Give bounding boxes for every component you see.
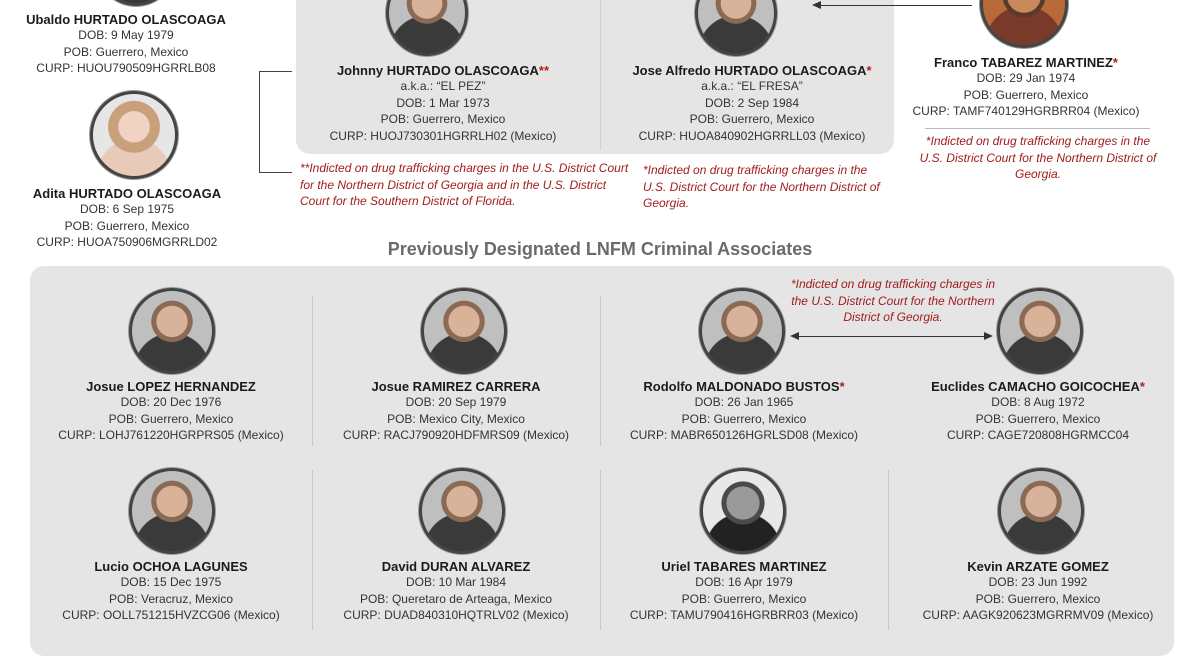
person-curp: CURP: TAMF740129HGRBRR04 (Mexico)	[912, 104, 1140, 118]
indictment-star: *	[1112, 55, 1118, 70]
person-name: Kevin ARZATE GOMEZ	[967, 559, 1109, 574]
sibling-bracket	[259, 71, 292, 173]
indictment-star: *	[839, 379, 845, 394]
person-curp: CURP: AAGK920623MGRRMV09 (Mexico)	[922, 608, 1154, 622]
jose-indictment-note: *Indicted on drug trafficking charges in the U.S. District Court for the Northern District of Georgia.	[643, 163, 880, 210]
associate-card	[606, 559, 882, 624]
person-dob: DOB: 15 Dec 1975	[120, 575, 222, 589]
franco-photo	[980, 0, 1068, 48]
person-pob: POB: Guerrero, Mexico	[975, 411, 1101, 426]
person-dob: DOB: 16 Apr 1979	[695, 575, 793, 589]
person-jose	[612, 63, 892, 144]
person-curp: CURP: LOHJ761220HGRPRS05 (Mexico)	[58, 428, 284, 442]
person-pob: POB: Guerrero, Mexico	[380, 112, 506, 126]
person-dob: DOB: 23 Jun 1992	[988, 575, 1088, 589]
person-adita	[0, 186, 254, 251]
associate-photo	[421, 288, 507, 374]
rodolfo-euclides-note: *Indicted on drug trafficking charges in the U.S. District Court for the Northern District of Georgia.	[790, 277, 996, 324]
section-title: Previously Designated LNFM Criminal Associates	[387, 239, 813, 259]
person-name: Franco TABAREZ MARTINEZ*	[934, 55, 1118, 70]
associate-photo	[998, 468, 1084, 554]
rodolfo-euclides-connector	[798, 336, 986, 337]
person-name: David DURAN ALVAREZ	[381, 559, 531, 574]
person-name: Josue RAMIREZ CARRERA	[371, 379, 541, 394]
johnny-indictment-note: **Indicted on drug trafficking charges in the U.S. District Court for the Northern District of Georgia and in the U.S. District Court for the Southern District of Florida.	[300, 161, 629, 208]
person-name: Johnny HURTADO OLASCOAGA**	[336, 63, 550, 78]
person-dob: DOB: 9 May 1979	[78, 28, 174, 42]
person-aka: a.k.a.: “EL FRESA”	[701, 79, 803, 93]
associate-photo	[700, 468, 786, 554]
franco-indictment-note: *Indicted on drug trafficking charges in the U.S. District Court for the Northern District of Georgia.	[919, 134, 1157, 181]
jose-franco-connector	[820, 5, 972, 6]
person-curp: CURP: HUOA840902HGRRLL03 (Mexico)	[638, 128, 866, 143]
arrow-right-icon	[984, 332, 993, 340]
person-pob: POB: Guerrero, Mexico	[975, 591, 1101, 606]
person-dob: DOB: 8 Aug 1972	[991, 395, 1085, 409]
person-pob: POB: Guerrero, Mexico	[681, 591, 807, 606]
person-dob: DOB: 10 Mar 1984	[405, 575, 507, 589]
person-pob: POB: Mexico City, Mexico	[387, 411, 525, 426]
associate-card	[606, 379, 882, 444]
person-curp: CURP: DUAD840310HQTRLV02 (Mexico)	[343, 608, 569, 622]
associate-photo	[419, 468, 505, 554]
arrow-left-icon	[790, 332, 799, 340]
person-aka: a.k.a.: “EL PEZ”	[400, 79, 486, 93]
person-ubaldo	[0, 12, 252, 77]
person-johnny	[298, 63, 588, 144]
person-curp: CURP: HUOU790509HGRRLB08	[36, 61, 216, 75]
person-name: Josue LOPEZ HERNANDEZ	[86, 379, 256, 394]
person-dob: DOB: 20 Dec 1976	[120, 395, 222, 409]
person-pob: POB: Guerrero, Mexico	[689, 112, 815, 126]
ubaldo-photo	[95, 0, 177, 6]
person-dob: DOB: 29 Jan 1974	[976, 71, 1076, 85]
adita-photo	[90, 91, 178, 179]
person-name: Rodolfo MALDONADO BUSTOS*	[643, 379, 845, 394]
person-dob: DOB: 26 Jan 1965	[694, 395, 794, 409]
column-divider	[600, 296, 601, 446]
person-pob: POB: Guerrero, Mexico	[963, 87, 1089, 102]
person-franco	[908, 55, 1144, 120]
associate-card	[318, 379, 594, 444]
person-pob: POB: Guerrero, Mexico	[681, 411, 807, 426]
person-pob: POB: Guerrero, Mexico	[63, 44, 189, 59]
associate-card	[36, 379, 306, 444]
indictment-star: **	[538, 63, 550, 78]
associate-card	[900, 559, 1176, 624]
associate-photo	[699, 288, 785, 374]
associate-card	[900, 379, 1176, 444]
associate-card	[318, 559, 594, 624]
associate-photo	[997, 288, 1083, 374]
person-name: Uriel TABARES MARTINEZ	[661, 559, 827, 574]
person-pob: POB: Queretaro de Arteaga, Mexico	[359, 591, 553, 606]
franco-note-divider	[925, 128, 1150, 129]
indictment-star: *	[866, 63, 872, 78]
column-divider	[600, 470, 601, 630]
person-curp: CURP: OOLL751215HVZCG06 (Mexico)	[62, 608, 280, 622]
person-name: Euclides CAMACHO GOICOCHEA*	[931, 379, 1145, 394]
person-dob: DOB: 6 Sep 1975	[79, 202, 175, 216]
column-divider	[312, 296, 313, 446]
person-curp: CURP: HUOA750906MGRRLD02	[36, 235, 218, 249]
column-divider	[888, 470, 889, 630]
associate-card	[36, 559, 306, 624]
person-pob: POB: Guerrero, Mexico	[64, 218, 190, 233]
associate-photo	[129, 288, 215, 374]
person-name: Ubaldo HURTADO OLASCOAGA	[26, 12, 226, 27]
person-dob: DOB: 20 Sep 1979	[405, 395, 507, 409]
person-pob: POB: Guerrero, Mexico	[108, 411, 234, 426]
brothers-divider	[600, 0, 601, 150]
person-curp: CURP: RACJ790920HDFMRS09 (Mexico)	[342, 428, 570, 442]
person-name: Jose Alfredo HURTADO OLASCOAGA*	[632, 63, 872, 78]
column-divider	[312, 470, 313, 630]
person-dob: DOB: 1 Mar 1973	[396, 95, 490, 110]
associate-photo	[129, 468, 215, 554]
person-dob: DOB: 2 Sep 1984	[704, 95, 800, 110]
person-name: Adita HURTADO OLASCOAGA	[32, 186, 222, 201]
person-curp: CURP: MABR650126HGRLSD08 (Mexico)	[629, 428, 859, 442]
person-curp: CURP: TAMU790416HGRBRR03 (Mexico)	[629, 608, 859, 622]
person-curp: CURP: CAGE720808HGRMCC04	[946, 428, 1130, 442]
person-pob: POB: Veracruz, Mexico	[108, 591, 234, 606]
arrow-left-icon	[812, 1, 821, 9]
indictment-star: *	[1139, 379, 1145, 394]
person-curp: CURP: HUOJ730301HGRRLH02 (Mexico)	[329, 128, 557, 143]
person-name: Lucio OCHOA LAGUNES	[94, 559, 248, 574]
